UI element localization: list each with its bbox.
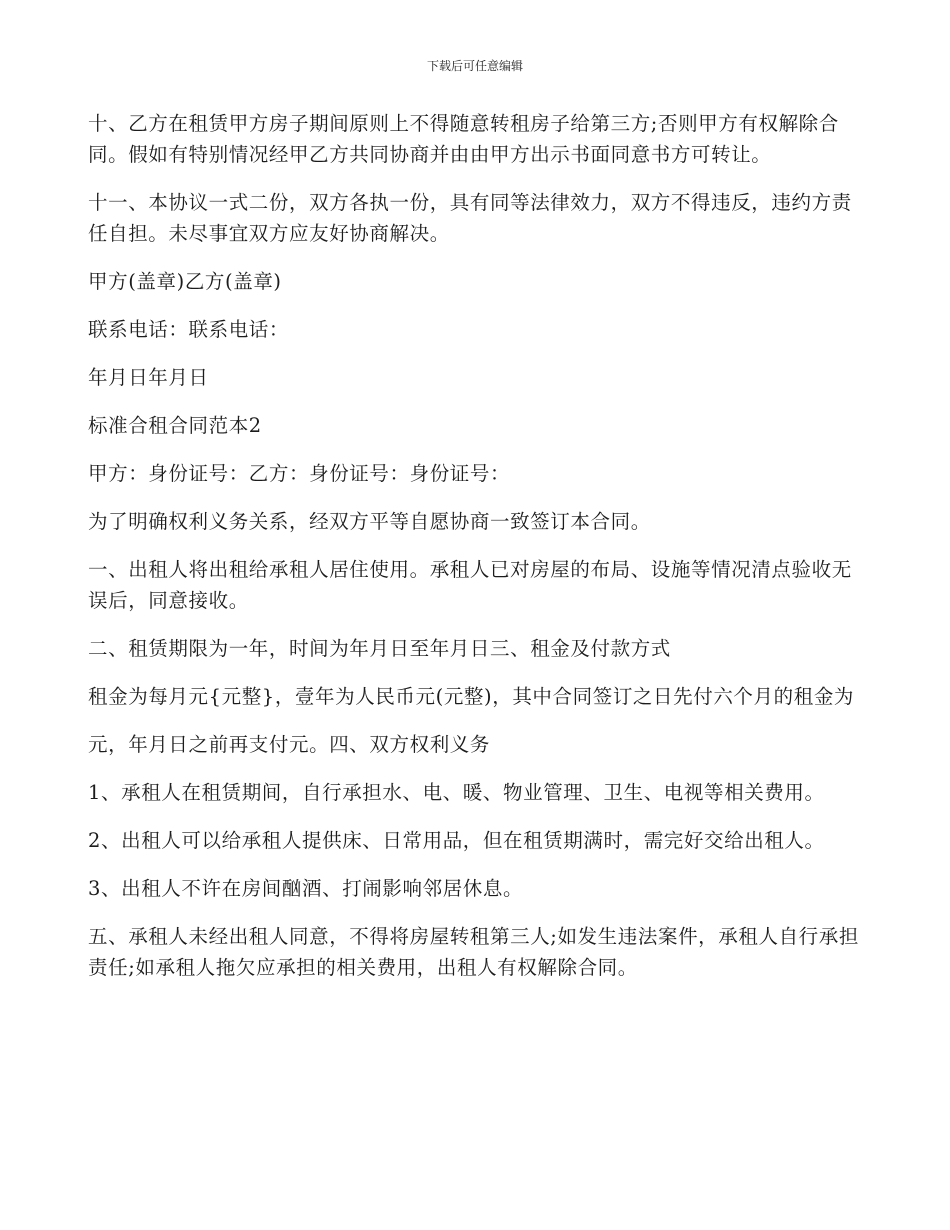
obligation-1: 1、承租人在租赁期间，自行承担水、电、暖、物业管理、卫生、电视等相关费用。 <box>88 781 825 804</box>
rent-terms: 租金为每月元{元整}，壹年为人民币元(元整)，其中合同签订之日先付六个月的租金为 <box>88 685 855 708</box>
parties-line: 甲方：身份证号：乙方：身份证号：身份证号： <box>88 462 511 485</box>
page-header-note: 下载后可任意编辑 <box>426 59 523 73</box>
preamble: 为了明确权利义务关系，经双方平等自愿协商一致签订本合同。 <box>88 510 651 533</box>
obligation-3: 3、出租人不许在房间酗酒、打闹影响邻居休息。 <box>88 877 524 900</box>
document-body <box>88 108 868 1000</box>
obligation-2: 2、出租人可以给承租人提供床、日常用品，但在租赁期满时，需完好交给出租人。 <box>88 829 825 852</box>
payment-terms: 元，年月日之前再支付元。四、双方权利义务 <box>88 733 491 756</box>
signature-line-seal: 甲方(盖章)乙方(盖章) <box>88 270 282 293</box>
signature-line-date: 年月日年月日 <box>88 366 209 389</box>
clause-2: 二、租赁期限为一年，时间为年月日至年月日三、租金及付款方式 <box>88 637 671 660</box>
clause-1: 一、出租人将出租给承租人居住使用。承租人已对房屋的布局、设施等情况清点验收无误后，同意接收。 <box>88 558 852 612</box>
clause-10: 十、乙方在租赁甲方房子期间原则上不得随意转租房子给第三方;否则甲方有权解除合同。假如有特别情况经甲乙方共同协商并由由甲方出示书面同意书方可转让。 <box>88 112 839 166</box>
clause-5: 五、承租人未经出租人同意，不得将房屋转租第三人;如发生违法案件，承租人自行承担责任;如承租人拖欠应承担的相关费用，出租人有权解除合同。 <box>88 925 859 979</box>
section-title: 标准合租合同范本2 <box>88 414 262 437</box>
signature-line-phone: 联系电话：联系电话： <box>88 318 290 341</box>
clause-11: 十一、本协议一式二份，双方各执一份，具有同等法律效力，双方不得违反，违约方责任自担。未尽事宜双方应友好协商解决。 <box>88 191 852 245</box>
